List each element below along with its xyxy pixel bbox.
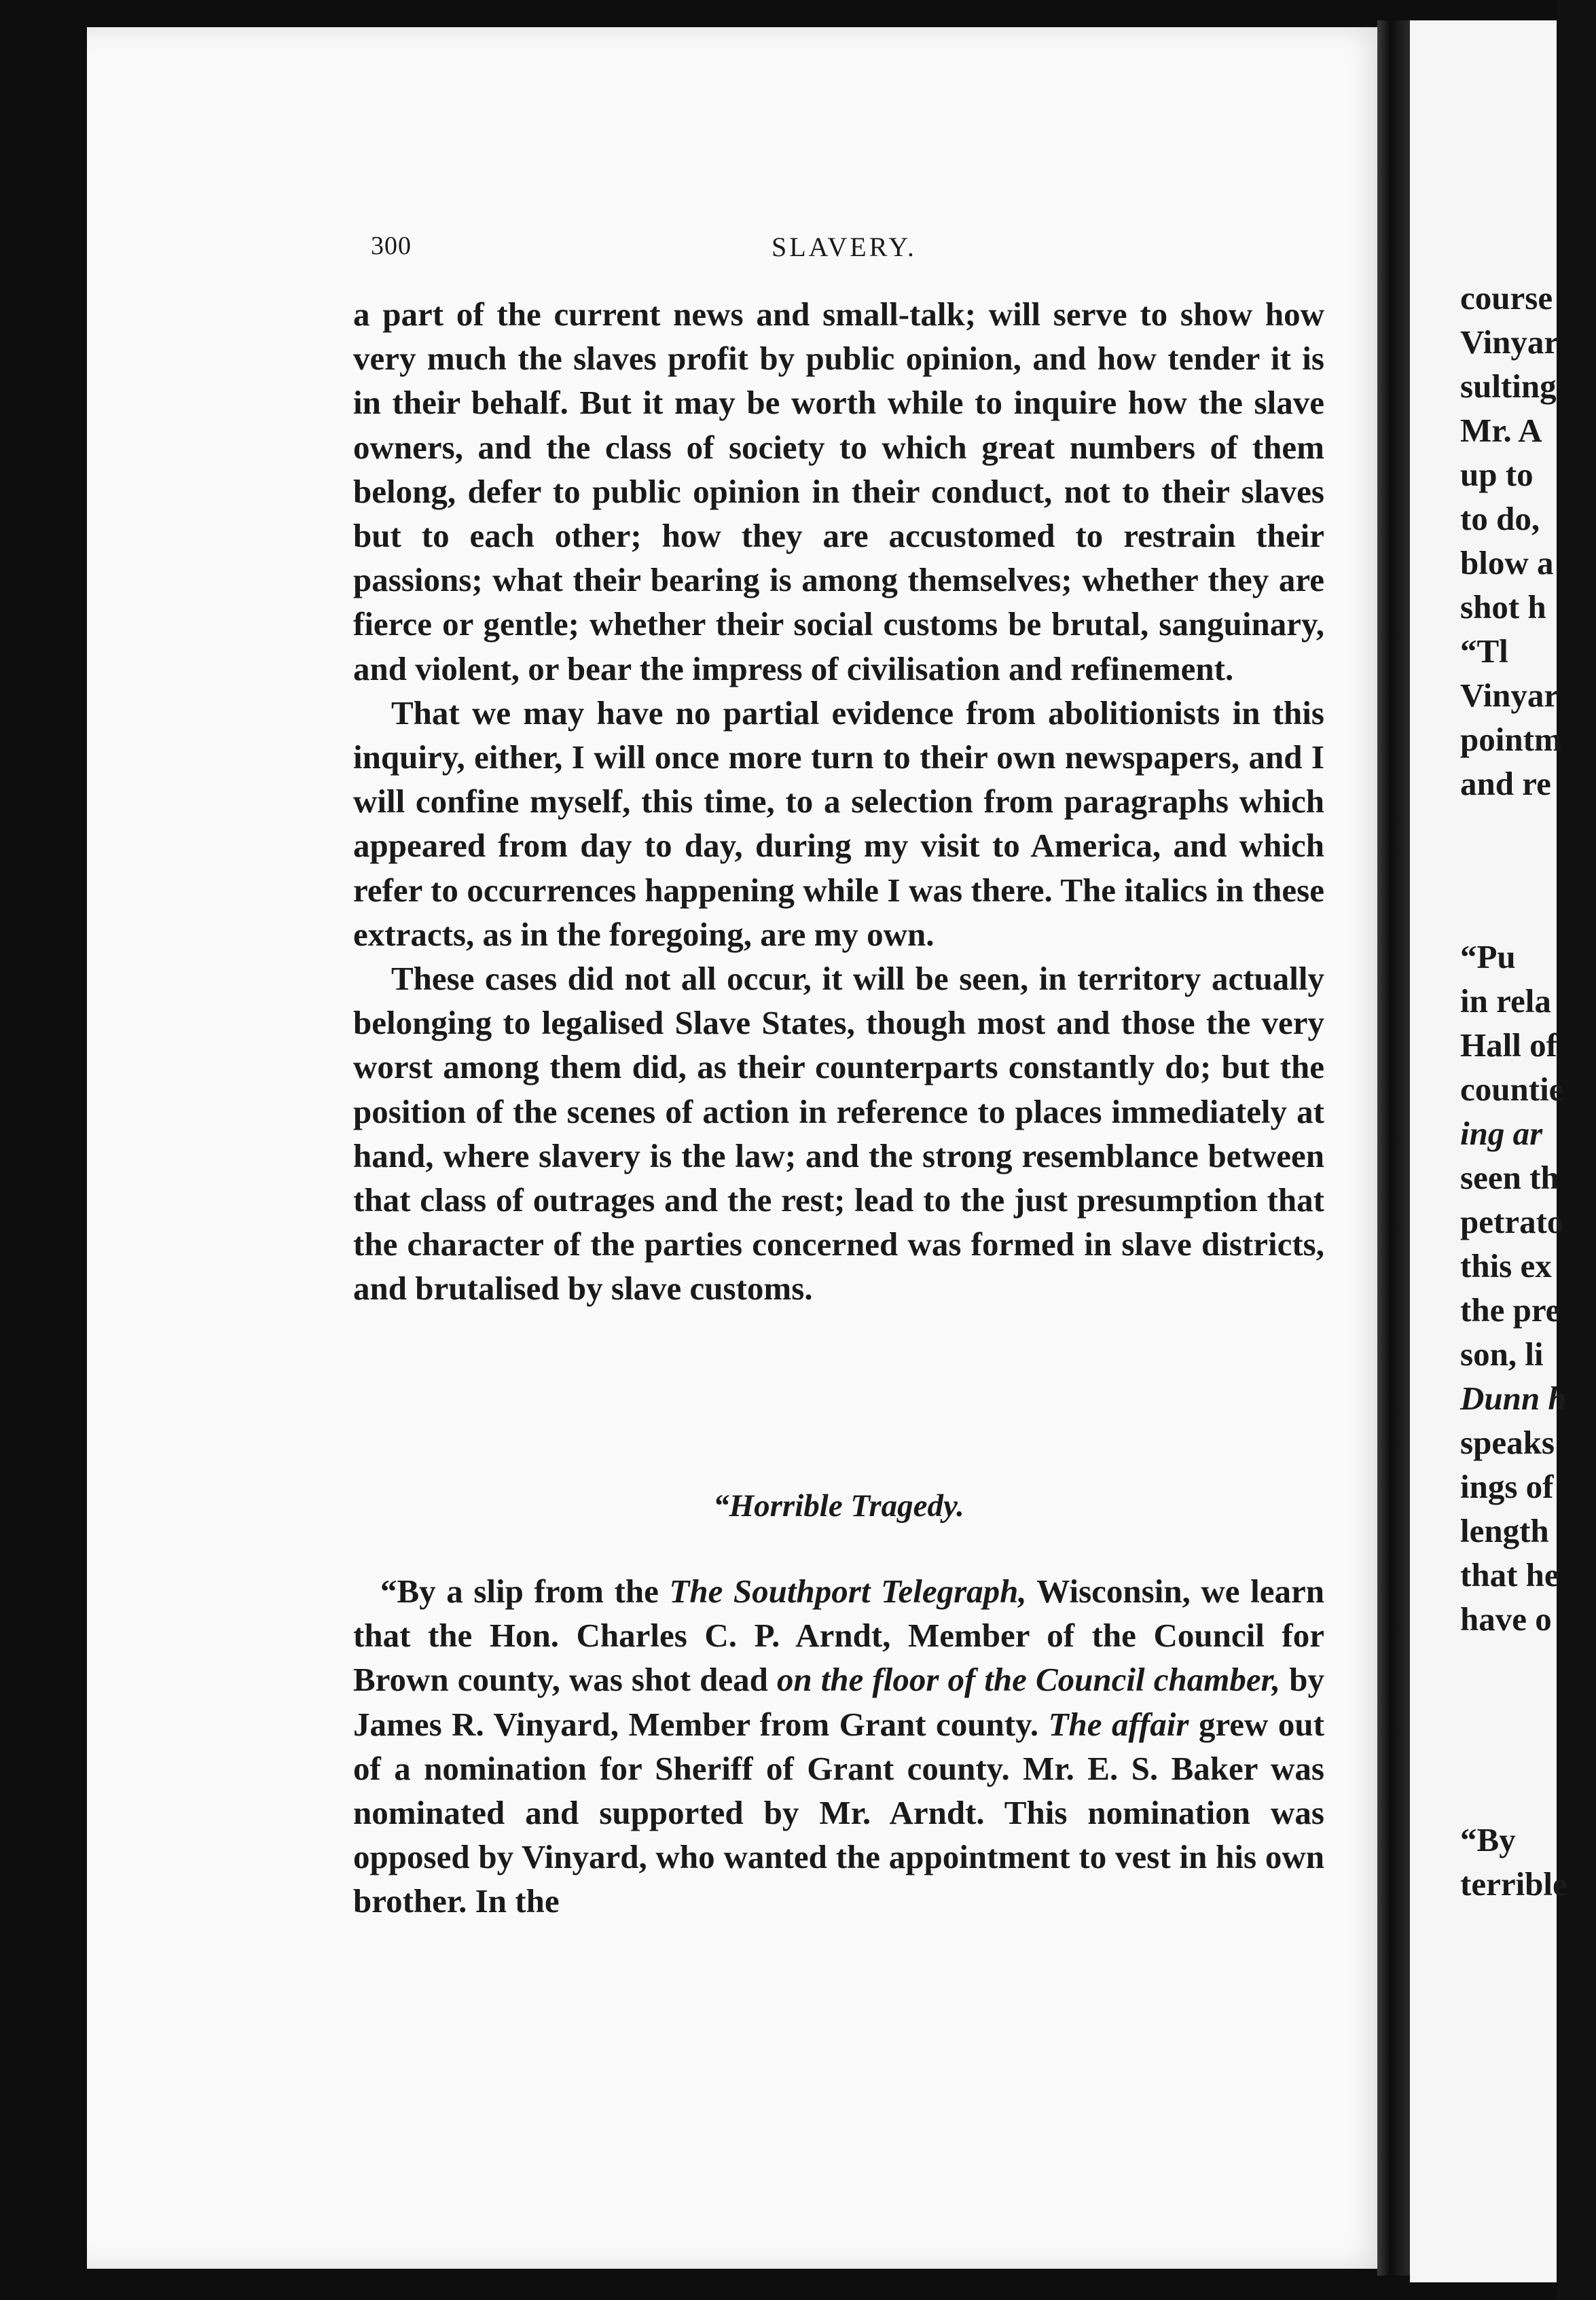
extract-em-1: The Southport Telegraph, (669, 1573, 1027, 1610)
paragraph-3: These cases did not all occur, it will be seen, in territory actually belonging to legalised Slave States, though most and those the very worst among them did, as their counterparts constantly do; but the position of the scenes of action in reference to places immediately at hand, where slavery is the law; and the strong resemblance between that class of outrages and the rest; lead to the just presumption that the character of the parties concerned was formed in slave districts, and brutalised by slave customs. (353, 960, 1324, 1308)
right-page-line: Mr. A (1460, 412, 1542, 449)
right-page-line: to do, (1460, 500, 1540, 537)
right-page-line: “Pu (1460, 938, 1516, 975)
right-page-line: speaks (1460, 1424, 1555, 1461)
extract-run-3: by James R. Vinyard, Member from Grant county. (353, 1661, 1324, 1743)
extract-em-2: on the floor of the Council chamber, (776, 1661, 1281, 1699)
right-page-line: “Tl (1460, 632, 1508, 670)
paragraph-2: That we may have no partial evidence from abolitionists in this inquiry, either, I will once more turn to their own newspapers, and I will confine myself, this time, to a selection from paragraphs which appeared from day to day, during my visit to America, and which refer to occurrences happening while I was there. The italics in these extracts, as in the foregoing, are my own. (353, 694, 1324, 953)
right-page-line: Vinyar (1460, 677, 1559, 714)
right-page-line: son, li (1460, 1335, 1544, 1373)
right-page-line: that he (1460, 1556, 1559, 1594)
extract-text (353, 1569, 1324, 1924)
page-number: 300 (371, 232, 412, 260)
right-page-line: Vinyar (1460, 323, 1559, 361)
right-page-line: blow a (1460, 544, 1554, 581)
extract-run-4: grew out of a nomination for Sheriff of Grant county. Mr. E. S. Baker was nominated and supported by Mr. Arndt. This nomination was opposed by Vinyard, who wanted the appointment to vest in his own brother. In the (353, 1705, 1324, 1920)
right-page-line: up to (1460, 456, 1534, 493)
extract-run-2: Wisconsin, we learn that the Hon. Charles C. P. Arndt, Member of the Council for Brown county, was shot dead (353, 1573, 1324, 1699)
right-page-line: the pre (1460, 1291, 1561, 1329)
extract-em-3: The affair (1048, 1705, 1189, 1743)
right-page-line: ing ar (1460, 1115, 1543, 1152)
right-page-line: petrato (1460, 1203, 1564, 1240)
right-page-line: sulting (1460, 367, 1557, 405)
right-page-line: and re (1460, 765, 1551, 802)
right-page-line: length (1460, 1512, 1549, 1549)
right-page-line: shot h (1460, 588, 1546, 626)
right-page-line: have o (1460, 1600, 1552, 1638)
paragraph-1: a part of the current news and small-talk; will serve to show how very much the slaves profit by public opinion, and how tender it is in their behalf. But it may be worth while to inquire how the slave owners, and the class of society to which great numbers of them belong, defer to public opinion in their conduct, not to their slaves but to each other; how they are accustomed to restrain their passions; what their bearing is among themselves; whether they are fierce or gentle; whether their social customs be brutal, sanguinary, and violent, or bear the impress of civilisation and refinement. (353, 295, 1324, 687)
right-page-line: this ex (1460, 1247, 1552, 1284)
right-page-line: pointm (1460, 721, 1562, 758)
body-text (353, 292, 1324, 1311)
right-page-line: Dunn h (1460, 1380, 1567, 1417)
right-page-line: countie (1460, 1071, 1564, 1108)
running-head: SLAVERY. (772, 232, 917, 262)
right-page-line: terrible (1460, 1865, 1567, 1903)
right-page-line: course (1460, 279, 1553, 317)
page-header (371, 231, 1308, 272)
right-page-line: seen th (1460, 1159, 1559, 1196)
right-page-line: “By (1460, 1821, 1516, 1858)
extract-paragraph (353, 1569, 1324, 1924)
right-page-line: Hall of (1460, 1026, 1557, 1064)
extract-run-1: “By a slip from the (380, 1573, 670, 1610)
book-gutter (1377, 20, 1410, 2276)
right-page-line: ings of (1460, 1468, 1554, 1505)
extract-heading: “Horrible Tragedy. (713, 1488, 964, 1524)
right-page-line: in rela (1460, 982, 1551, 1020)
